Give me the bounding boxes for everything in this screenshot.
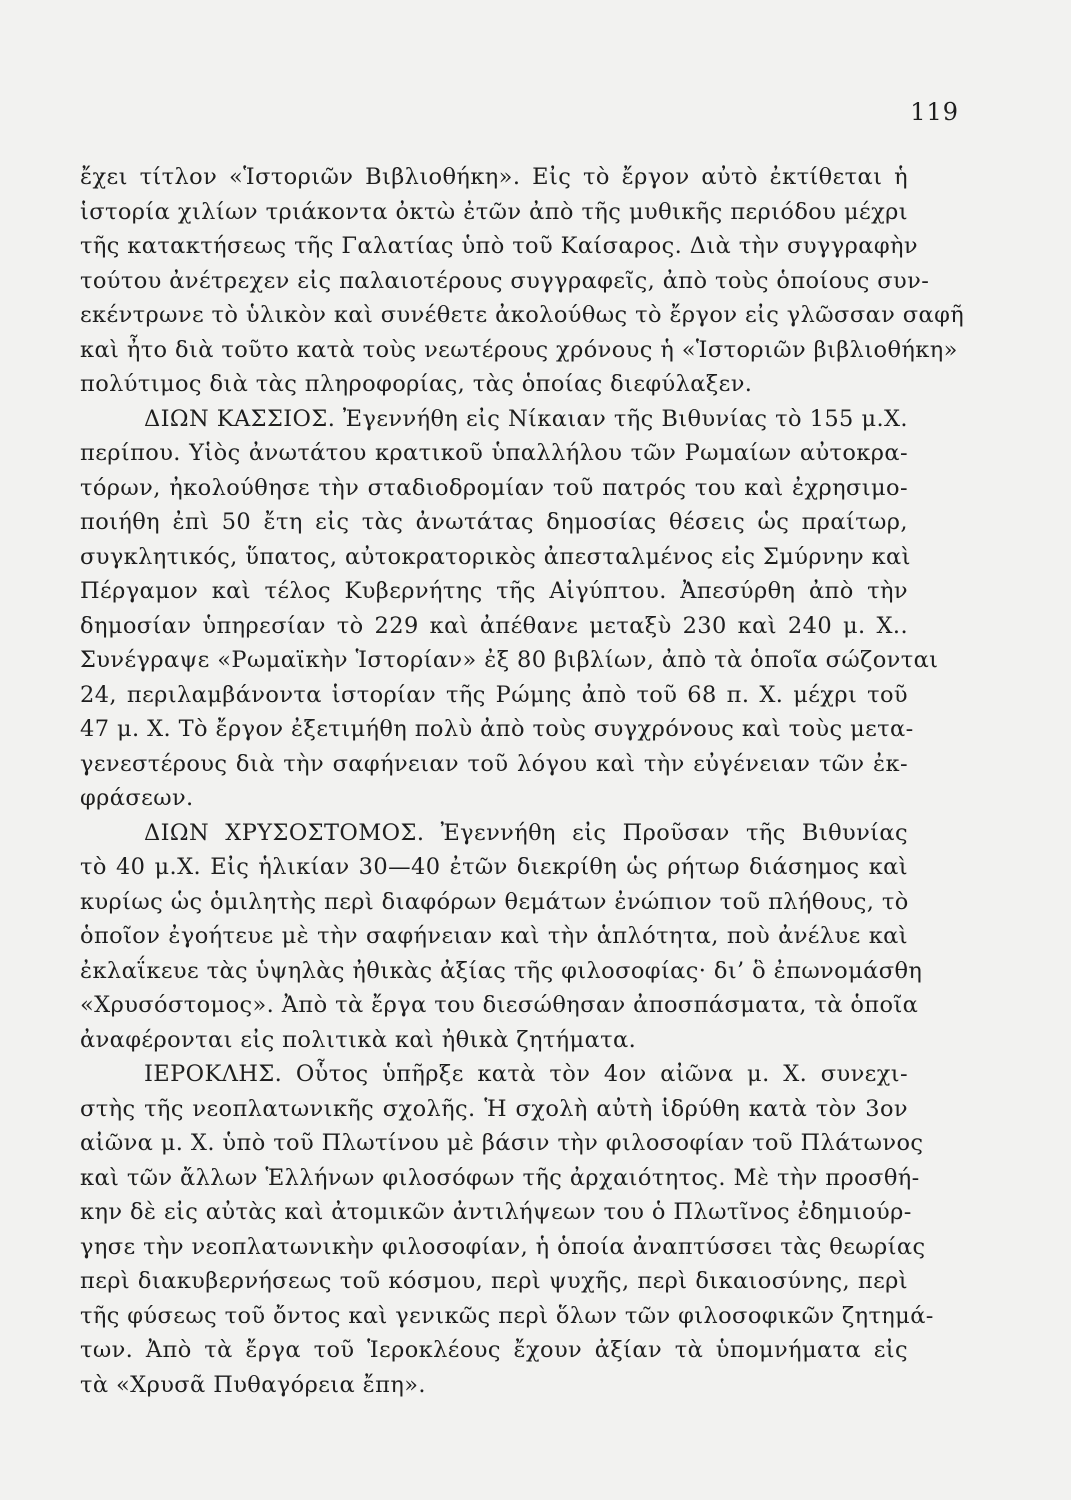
entry-first-line: ΙΕΡΟΚΛΗΣ. Οὗτος ὑπῆρξε κατὰ τὸν 4ον αἰῶνα μ. Χ. συνεχι-: [144, 1061, 908, 1087]
text-line: ἱστορία χιλίων τριάκοντα ὀκτὼ ἐτῶν ἀπὸ τῆς μυθικῆς περιόδου μέχρι: [80, 198, 908, 225]
text-line: τόρων, ἠκολούθησε τὴν σταδιοδρομίαν τοῦ πατρός του καὶ ἐχρησιμο-: [80, 474, 908, 501]
paragraph: [80, 816, 923, 1058]
text-line: των. Ἀπὸ τὰ ἔργα τοῦ Ἱεροκλέους ἔχουν ἀξίαν τὰ ὑπομνήματα εἰς: [80, 1337, 908, 1363]
text-line: γενεστέρους διὰ τὴν σαφήνειαν τοῦ λόγου καὶ τὴν εὐγένειαν τῶν ἐκ-: [80, 750, 908, 777]
text-line: τὸ 40 μ.Χ. Εἰς ἡλικίαν 30—40 ἐτῶν διεκρίθη ὡς ρήτωρ διάσημος καὶ: [80, 854, 908, 880]
text-line: συγκλητικός, ὕπατος, αὐτοκρατορικὸς ἀπεσταλμένος εἰς Σμύρνην καὶ: [80, 543, 911, 570]
text-line: ἀναφέρονται εἰς πολιτικὰ καὶ ἠθικὰ ζητήματα.: [80, 1026, 637, 1053]
text-line: γησε τὴν νεοπλατωνικὴν φιλοσοφίαν, ἡ ὁποία ἀναπτύσσει τὰς θεωρίας: [80, 1233, 926, 1260]
text-line: τῆς κατακτήσεως τῆς Γαλατίας ὑπὸ τοῦ Καίσαρος. Διὰ τὴν συγγραφὴν: [80, 233, 918, 259]
text-line: τῆς φύσεως τοῦ ὄντος καὶ γενικῶς περὶ ὅλων τῶν φιλοσοφικῶν ζητημά-: [80, 1302, 934, 1329]
text-line: Πέργαμον καὶ τέλος Κυβερνήτης τῆς Αἰγύπτου. Ἀπεσύρθη ἀπὸ τὴν: [80, 578, 908, 604]
text-line: ἔχει τίτλον «Ἱστοριῶν Βιβλιοθήκη». Εἰς τὸ ἔργον αὐτὸ ἐκτίθεται ἡ: [80, 164, 908, 190]
text-line: τὰ «Χρυσᾶ Πυθαγόρεια ἔπη».: [80, 1371, 426, 1398]
text-line: περίπου. Υἱὸς ἀνωτάτου κρατικοῦ ὑπαλλήλου τῶν Ρωμαίων αὐτοκρα-: [80, 440, 908, 466]
text-line: ποιήθη ἐπὶ 50 ἔτη εἰς τὰς ἀνωτάτας δημοσίας θέσεις ὡς πραίτωρ,: [80, 509, 908, 535]
text-line: πολύτιμος διὰ τὰς πληροφορίας, τὰς ὁποίας διεφύλαξεν.: [80, 371, 753, 397]
paragraph: [80, 160, 965, 402]
page-number: 119: [910, 98, 959, 126]
text-line: φράσεων.: [80, 785, 194, 811]
text-line: «Χρυσόστομος». Ἀπὸ τὰ ἔργα του διεσώθησαν ἀποσπάσματα, τὰ ὁποῖα: [80, 992, 919, 1018]
text-line: κυρίως ὡς ὁμιλητὴς περὶ διαφόρων θεμάτων ἐνώπιον τοῦ πλήθους, τὸ: [80, 888, 909, 915]
text-line: δημοσίαν ὑπηρεσίαν τὸ 229 καὶ ἀπέθανε μεταξὺ 230 καὶ 240 μ. Χ..: [80, 612, 908, 639]
paragraph: [80, 1057, 934, 1402]
body-text: [80, 160, 965, 1402]
text-line: ἐκλαΐκευε τὰς ὑψηλὰς ἠθικὰς ἀξίας τῆς φιλοσοφίας· δι’ ὃ ἐπωνομάσθη: [80, 957, 923, 984]
text-line: αἰῶνα μ. Χ. ὑπὸ τοῦ Πλωτίνου μὲ βάσιν τὴν φιλοσοφίαν τοῦ Πλάτωνος: [80, 1130, 924, 1156]
text-line: 47 μ. Χ. Τὸ ἔργον ἐξετιμήθη πολὺ ἀπὸ τοὺς συγχρόνους καὶ τοὺς μετα-: [80, 716, 914, 742]
text-line: 24, περιλαμβάνοντα ἱστορίαν τῆς Ρώμης ἀπὸ τοῦ 68 π. Χ. μέχρι τοῦ: [80, 681, 908, 708]
text-line: Συνέγραψε «Ρωμαϊκὴν Ἱστορίαν» ἐξ 80 βιβλίων, ἀπὸ τὰ ὁποῖα σώζονται: [80, 647, 939, 673]
paragraph: [80, 402, 939, 816]
text-line: περὶ διακυβερνήσεως τοῦ κόσμου, περὶ ψυχῆς, περὶ δικαιοσύνης, περὶ: [80, 1268, 908, 1294]
text-line: ὁποῖον ἐγοήτευε μὲ τὴν σαφήνειαν καὶ τὴν ἁπλότητα, ποὺ ἀνέλυε καὶ: [80, 923, 908, 949]
text-line: καὶ ἦτο διὰ τοῦτο κατὰ τοὺς νεωτέρους χρόνους ἡ «Ἱστοριῶν βιβλιοθήκη»: [80, 336, 958, 363]
entry-first-line: ΔΙΩΝ ΚΑΣΣΙΟΣ. Ἐγεννήθη εἰς Νίκαιαν τῆς Βιθυνίας τὸ 155 μ.Χ.: [144, 405, 908, 432]
text-line: στὴς τῆς νεοπλατωνικῆς σχολῆς. Ἡ σχολὴ αὐτὴ ἱδρύθη κατὰ τὸν 3ον: [80, 1095, 908, 1122]
text-line: καὶ τῶν ἄλλων Ἑλλήνων φιλοσόφων τῆς ἀρχαιότητος. Μὲ τὴν προσθή-: [80, 1164, 920, 1191]
text-line: κην δὲ εἰς αὐτὰς καὶ ἀτομικῶν ἀντιλήψεων του ὁ Πλωτῖνος ἐδημιούρ-: [80, 1199, 912, 1225]
entry-first-line: ΔΙΩΝ ΧΡΥΣΟΣΤΟΜΟΣ. Ἐγεννήθη εἰς Προῦσαν τῆς Βιθυνίας: [144, 819, 908, 846]
text-line: εκέντρωνε τὸ ὑλικὸν καὶ συνέθετε ἀκολούθως τὸ ἔργον εἰς γλῶσσαν σαφῆ: [80, 302, 965, 328]
text-line: τούτου ἀνέτρεχεν εἰς παλαιοτέρους συγγραφεῖς, ἀπὸ τοὺς ὁποίους συν-: [80, 267, 930, 294]
